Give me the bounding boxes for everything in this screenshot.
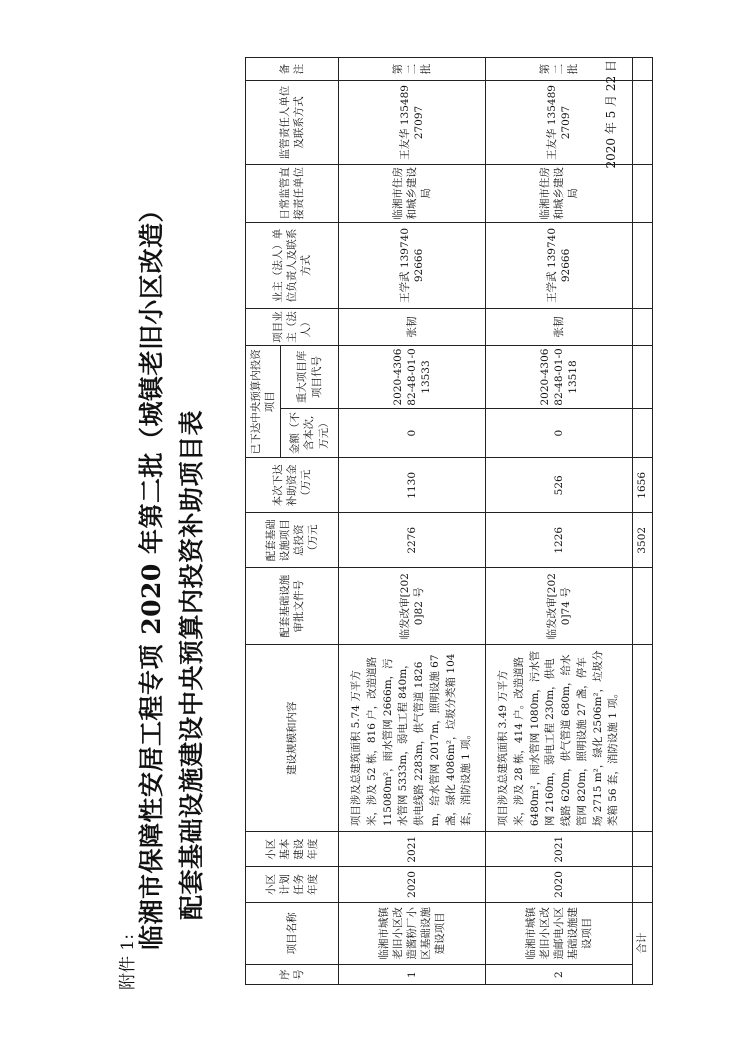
table-row xyxy=(339,58,486,985)
header-remark: 备注 xyxy=(246,58,339,81)
cell-seq: 2 xyxy=(486,965,633,985)
total-blank xyxy=(633,58,653,81)
total-blank xyxy=(633,81,653,165)
cell-seq: 1 xyxy=(339,965,486,985)
header-content: 建设规模和内容 xyxy=(246,645,339,832)
header-supervisor-unit: 日常监管直接责任单位 xyxy=(246,164,339,222)
attachment-label: 附件 1: xyxy=(118,934,138,990)
document-title-line1: 临湘市保障性安居工程专项 2020 年第二批（城镇老旧小区改造） xyxy=(137,197,166,950)
cell-approval: 临发改审[2020]74 号 xyxy=(486,568,633,645)
total-blank xyxy=(633,568,653,645)
cell-owner: 张韧 xyxy=(486,308,633,345)
header-supervisor-contact: 监管责任人单位及联系方式 xyxy=(246,81,339,165)
cell-issued-amount: 0 xyxy=(339,408,486,457)
total-blank xyxy=(633,164,653,222)
cell-supervisor-unit: 临湘市住房和城乡建设局 xyxy=(339,164,486,222)
header-issued-amount: 金额（不含本次,万元） xyxy=(281,408,339,457)
cell-issued-code: 2020-430682-48-01-013533 xyxy=(339,346,486,409)
cell-content: 项目涉及总建筑面积 5.74 万平方米，涉及 52 栋，816 户，改造道路 115080m²，雨水管网 2666m，污水管网 5333m，弱电工程 840m，供电线路 2283m，供气管道 1826m，给水管网 2017m，照明设施 67 盏，绿化 4086m²，垃圾分类箱 104 套，消防设施 1 项。 xyxy=(339,645,486,832)
cell-remark: 第二批 xyxy=(339,58,486,81)
header-approval: 配套基础设施审批文件号 xyxy=(246,568,339,645)
cell-build-year: 2021 xyxy=(339,832,486,867)
total-blank xyxy=(633,308,653,345)
cell-owner-contact: 王学武 13974092666 xyxy=(339,223,486,309)
project-table xyxy=(245,57,653,985)
cell-plan-year: 2020 xyxy=(486,867,633,902)
total-blank xyxy=(633,867,653,902)
total-label: 合计 xyxy=(633,902,653,984)
cell-this-funding: 1130 xyxy=(339,458,486,513)
document-date: 2020 年 5 月 22 日 xyxy=(604,60,618,169)
cell-approval: 临发改审[2020]82 号 xyxy=(339,568,486,645)
cell-plan-year: 2020 xyxy=(339,867,486,902)
total-invest: 3502 xyxy=(633,513,653,568)
cell-name: 临湘市城镇老旧小区改造酱粉厂小区基础设施建设项目 xyxy=(339,902,486,965)
header-issued-code: 重大项目库项目代号 xyxy=(281,346,339,409)
header-plan-year: 小区计划任务年度 xyxy=(246,867,339,902)
document-title-line2: 配套基础设施建设中央预算内投资补助项目表 xyxy=(177,409,206,920)
total-funding: 1656 xyxy=(633,458,653,513)
cell-content: 项目涉及总建筑面积 3.49 万平方米，涉及 28 栋，414 户。改造道路 6480m²，雨水管网 1080m，污水管网 2160m，弱电工程 230m，供电线路 620m，供气管道 680m，给水管网 820m，照明设施 27 盏，停车场 2715 m²，绿化 2506m²，垃圾分类箱 56 套，消防设施 1 项。 xyxy=(486,645,633,832)
header-build-year: 小区基本建设年度 xyxy=(246,832,339,867)
total-blank xyxy=(633,346,653,409)
cell-owner-contact: 王学武 13974092666 xyxy=(486,223,633,309)
header-issued-group: 已下达中央预算内投资项目 xyxy=(246,346,281,458)
cell-supervisor-contact: 王友华 13548927097 xyxy=(486,81,633,165)
cell-owner: 张韧 xyxy=(339,308,486,345)
total-blank xyxy=(633,408,653,457)
cell-name: 临湘市城镇老旧小区改造邮电小区基础设施建设项目 xyxy=(486,902,633,965)
header-total-invest: 配套基础设施项目总投资（万元 xyxy=(246,513,339,568)
total-blank xyxy=(633,832,653,867)
total-blank xyxy=(633,223,653,309)
cell-supervisor-unit: 临湘市住房和城乡建设局 xyxy=(486,164,633,222)
cell-issued-code: 2020-430682-48-01-013518 xyxy=(486,346,633,409)
header-this-funding: 本次下达补助资金（万元 xyxy=(246,458,339,513)
cell-supervisor-contact: 王友华 13548927097 xyxy=(339,81,486,165)
cell-issued-amount: 0 xyxy=(486,408,633,457)
cell-total-invest: 1226 xyxy=(486,513,633,568)
cell-remark: 第二批 xyxy=(486,58,633,81)
cell-total-invest: 2276 xyxy=(339,513,486,568)
header-seq: 序号 xyxy=(246,965,339,985)
header-row xyxy=(246,58,281,985)
cell-this-funding: 526 xyxy=(486,458,633,513)
header-owner-contact: 业主（法人）单位负责人及联系方式 xyxy=(246,223,339,309)
total-row xyxy=(633,58,653,985)
header-owner: 项目业主（法人） xyxy=(246,308,339,345)
total-blank xyxy=(633,645,653,832)
header-name: 项目名称 xyxy=(246,902,339,965)
cell-build-year: 2021 xyxy=(486,832,633,867)
